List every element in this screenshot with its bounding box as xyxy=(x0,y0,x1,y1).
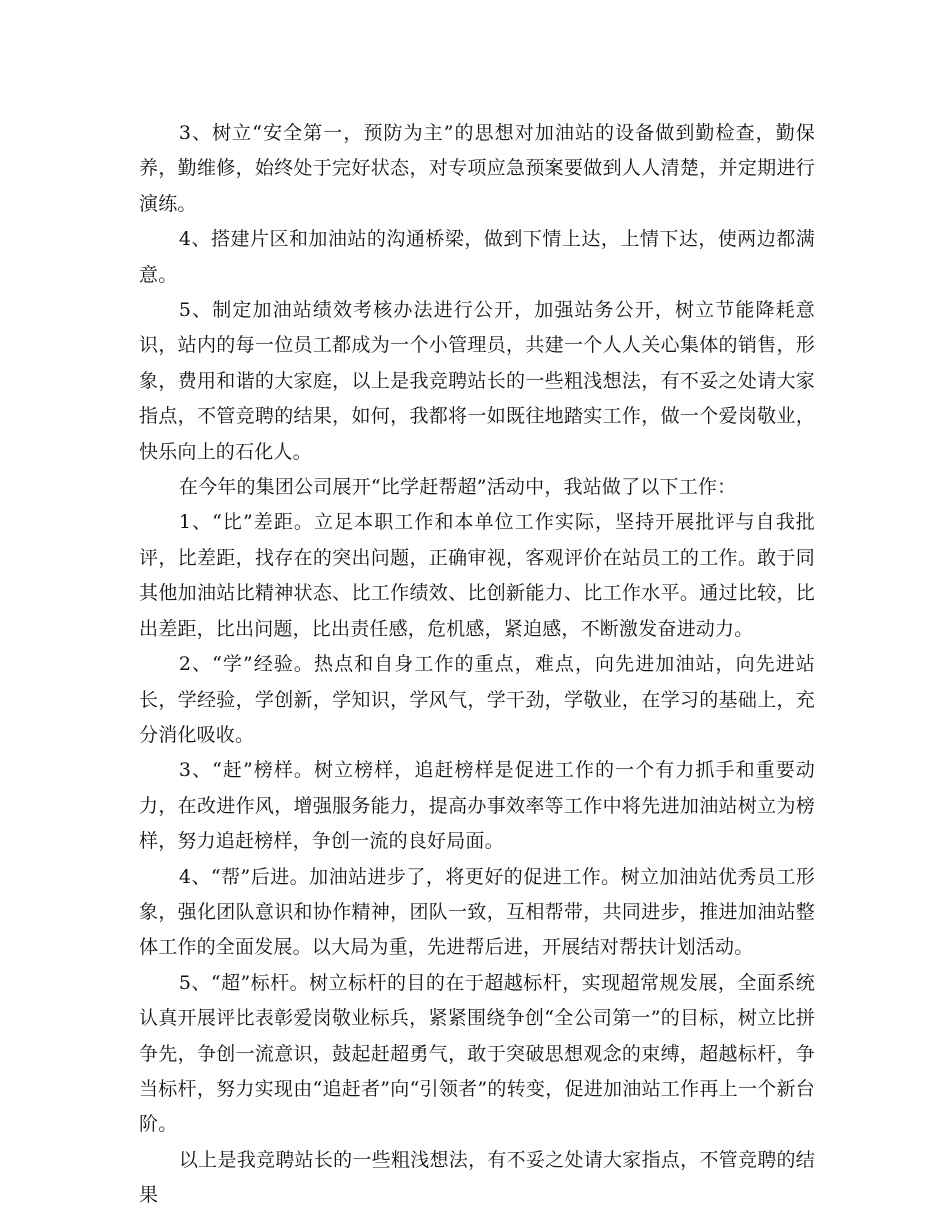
paragraph-safety-first: 3、树立“安全第一，预防为主”的思想对加油站的设备做到勤检查，勤保养，勤维修，始终处于完好状态，对专项应急预案要做到人人清楚，并定期进行演练。 xyxy=(139,122,815,215)
paragraph-compare-gap: 1、“比”差距。立足本职工作和本单位工作实际，坚持开展批评与自我批评，比差距，找存在的突出问题，正确审视，客观评价在站员工的工作。敢于同其他加油站比精神状态、比工作绩效、比创新能力、比工作水平。通过比较，比出差距，比出问题，比出责任感，危机感，紧迫感，不断激发奋进动力。 xyxy=(139,511,815,640)
paragraph-closing: 以上是我竞聘站长的一些粗浅想法，有不妥之处请大家指点，不管竞聘的结果 xyxy=(139,1148,815,1207)
paragraph-activity-intro: 在今年的集团公司展开“比学赶帮超”活动中，我站做了以下工作： xyxy=(178,476,737,499)
paragraph-surpass-benchmark: 5、“超”标杆。树立标杆的目的在于超越标杆，实现超常规发展，全面系统认真开展评比表彰爱岗敬业标兵，紧紧围绕争创“全公司第一”的目标，树立比拼争先，争创一流意识，鼓起赶超勇气，敢于突破思想观念的束缚，超越标杆，争当标杆，努力实现由“追赶者”向“引领者”的转变，促进加油站工作再上一个新台阶。 xyxy=(139,971,815,1136)
paragraph-communication-bridge: 4、搭建片区和加油站的沟通桥梁，做到下情上达，上情下达，使两边都满意。 xyxy=(139,228,815,286)
paragraph-learn-experience: 2、“学”经验。热点和自身工作的重点，难点，向先进加油站，向先进站长，学经验，学创新，学知识，学风气，学干劲，学敬业，在学习的基础上，充分消化吸收。 xyxy=(139,653,815,746)
paragraph-performance-assessment: 5、制定加油站绩效考核办法进行公开，加强站务公开，树立节能降耗意识，站内的每一位员工都成为一个小管理员，共建一个人人关心集体的销售，形象，费用和谐的大家庭，以上是我竞聘站长的一些粗浅想法，有不妥之处请大家指点，不管竞聘的结果，如何，我都将一如既往地踏实工作，做一个爱岗敬业，快乐向上的石化人。 xyxy=(139,299,815,463)
paragraph-help-laggards: 4、“帮”后进。加油站进步了，将更好的促进工作。树立加油站优秀员工形象，强化团队意识和协作精神，团队一致，互相帮带，共同进步，推进加油站整体工作的全面发展。以大局为重，先进帮后进，开展结对帮扶计划活动。 xyxy=(139,865,815,959)
paragraph-catch-up-model: 3、“赶”榜样。树立榜样，追赶榜样是促进工作的一个有力抓手和重要动力，在改进作风，增强服务能力，提高办事效率等工作中将先进加油站树立为榜样，努力追赶榜样，争创一流的良好局面。 xyxy=(139,759,815,853)
document-body xyxy=(139,116,815,1214)
